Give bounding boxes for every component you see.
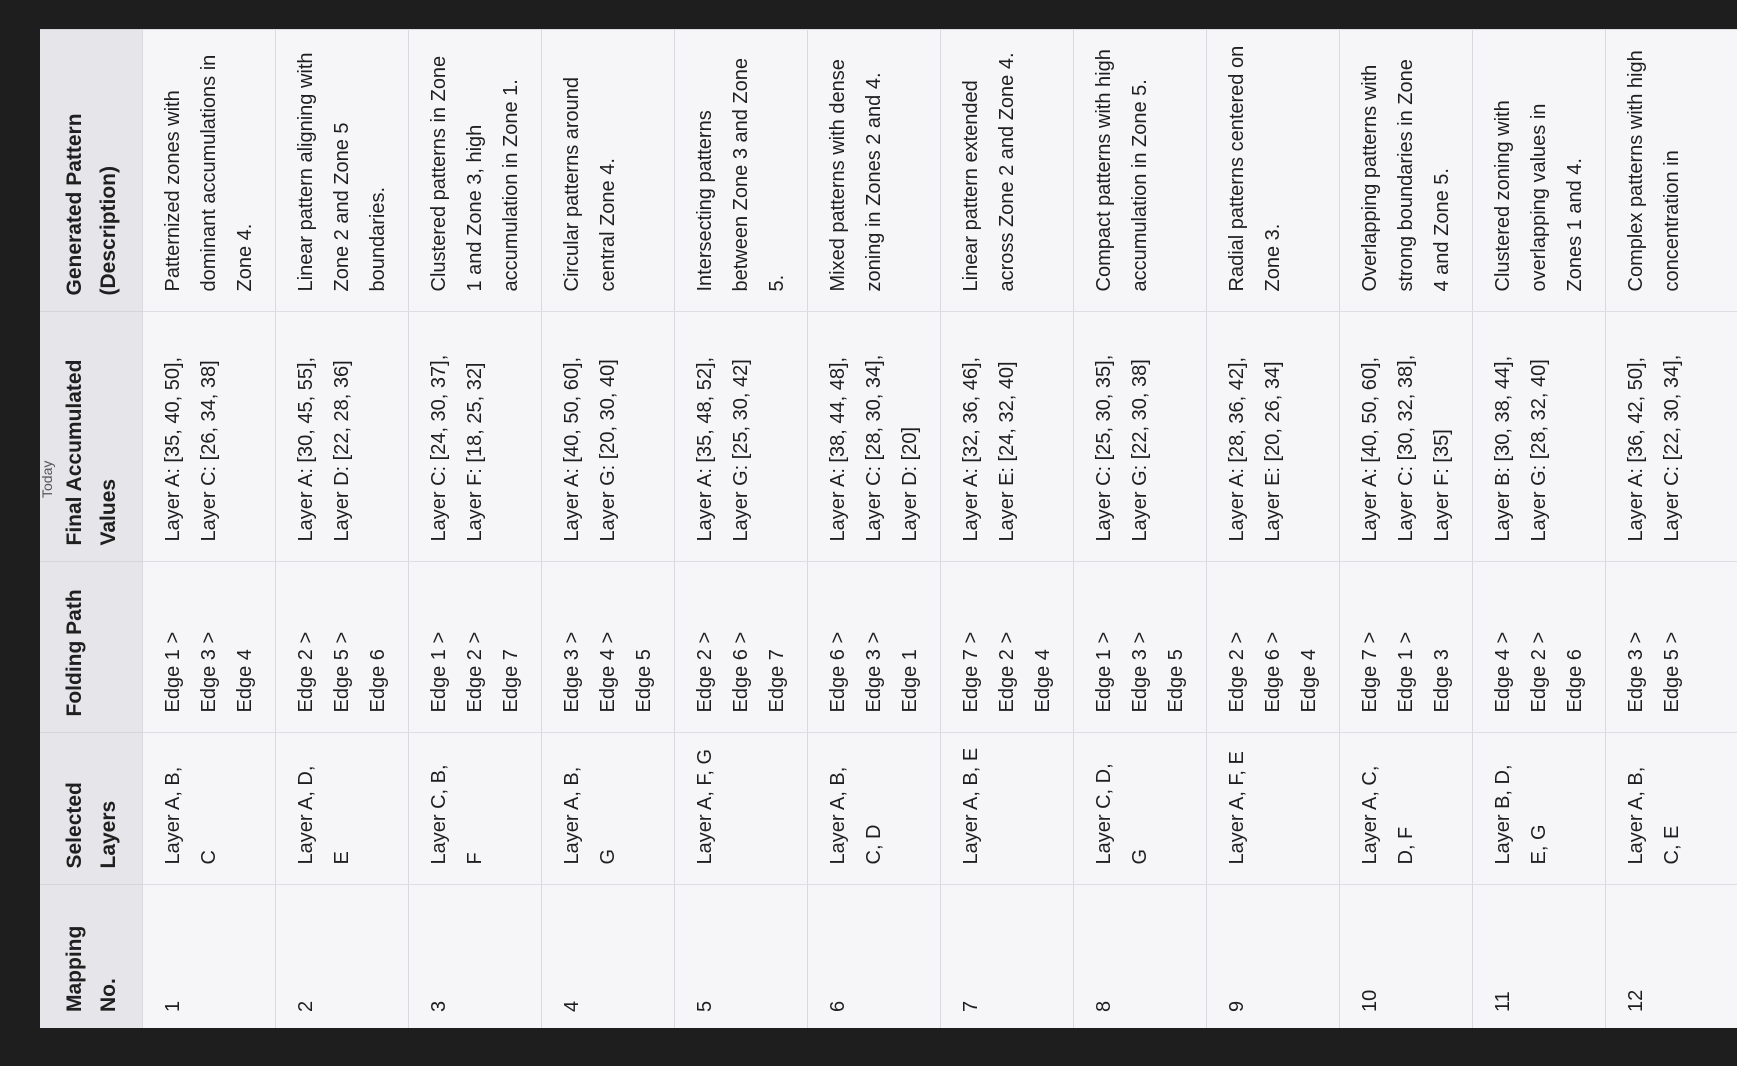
accumulated-value-line: Layer C: [25, 30, 35], bbox=[1093, 354, 1115, 542]
cell-final-values bbox=[1473, 312, 1606, 562]
cell-mapping-no: 8 bbox=[1074, 885, 1207, 1028]
cell-mapping-no: 5 bbox=[675, 885, 808, 1028]
table-row bbox=[276, 30, 409, 1028]
folding-path-step: Edge 4 > bbox=[597, 631, 619, 713]
cell-folding-path bbox=[1606, 562, 1737, 733]
cell-final-values bbox=[143, 312, 276, 562]
folding-path-step: Edge 1 bbox=[899, 649, 921, 713]
cell-mapping-no: 7 bbox=[941, 885, 1074, 1028]
cell-folding-path bbox=[542, 562, 675, 733]
folding-path-step: Edge 6 > bbox=[1262, 631, 1284, 713]
accumulated-value-line: Layer F: [18, 25, 32] bbox=[464, 362, 486, 542]
accumulated-value-line: Layer D: [22, 28, 36] bbox=[331, 360, 353, 542]
folding-path-step: Edge 6 bbox=[367, 649, 389, 713]
cell-mapping-no: 9 bbox=[1207, 885, 1340, 1028]
cell-folding-path bbox=[276, 562, 409, 733]
cell-final-values bbox=[1340, 312, 1473, 562]
cell-folding-path bbox=[143, 562, 276, 733]
cell-generated-pattern: Linear pattern extended across Zone 2 and Zone 4. bbox=[941, 30, 1074, 312]
cell-folding-path bbox=[941, 562, 1074, 733]
accumulated-value-line: Layer C: [22, 30, 34], bbox=[1661, 354, 1683, 542]
folding-path-step: Edge 3 > bbox=[1129, 631, 1151, 713]
cell-selected-layers: Layer A, D, E bbox=[276, 733, 409, 885]
cell-mapping-no: 11 bbox=[1473, 885, 1606, 1028]
accumulated-value-line: Layer C: [26, 34, 38] bbox=[198, 360, 220, 542]
table-row bbox=[1340, 30, 1473, 1028]
folding-path-step: Edge 2 > bbox=[464, 631, 486, 713]
cell-final-values bbox=[276, 312, 409, 562]
cell-folding-path bbox=[1074, 562, 1207, 733]
folding-path-step: Edge 3 > bbox=[561, 631, 583, 713]
cell-mapping-no: 2 bbox=[276, 885, 409, 1028]
cell-generated-pattern: Compact patterns with high accumulation in Zone 5. bbox=[1074, 30, 1207, 312]
rotated-table-view bbox=[40, 30, 1683, 1028]
cell-mapping-no: 10 bbox=[1340, 885, 1473, 1028]
folding-path-step: Edge 2 > bbox=[1226, 631, 1248, 713]
cell-generated-pattern: Circular patterns around central Zone 4. bbox=[542, 30, 675, 312]
accumulated-value-line: Layer B: [30, 38, 44], bbox=[1492, 355, 1514, 542]
table-row bbox=[1473, 30, 1606, 1028]
accumulated-value-line: Layer E: [24, 32, 40] bbox=[996, 361, 1018, 542]
accumulated-value-line: Layer D: [20] bbox=[899, 426, 921, 542]
cell-final-values bbox=[542, 312, 675, 562]
cell-generated-pattern: Intersecting patterns between Zone 3 and Zone 5. bbox=[675, 30, 808, 312]
folding-path-step: Edge 2 > bbox=[694, 631, 716, 713]
folding-path-step: Edge 6 > bbox=[827, 631, 849, 713]
mapping-table bbox=[40, 30, 1737, 1029]
folding-path-step: Edge 5 > bbox=[331, 631, 353, 713]
cell-generated-pattern: Overlapping patterns with strong boundaries in Zone 4 and Zone 5. bbox=[1340, 30, 1473, 312]
folding-path-step: Edge 7 > bbox=[960, 631, 982, 713]
table-row bbox=[808, 30, 941, 1028]
cell-folding-path bbox=[808, 562, 941, 733]
accumulated-value-line: Layer G: [22, 30, 38] bbox=[1129, 359, 1151, 542]
cell-final-values bbox=[1207, 312, 1340, 562]
folding-path-step: Edge 3 > bbox=[1625, 631, 1647, 713]
folding-path-step: Edge 1 > bbox=[1395, 631, 1417, 713]
cell-final-values bbox=[675, 312, 808, 562]
cell-final-values bbox=[1074, 312, 1207, 562]
cell-selected-layers: Layer A, B, C bbox=[143, 733, 276, 885]
accumulated-value-line: Layer F: [35] bbox=[1431, 429, 1453, 542]
cell-generated-pattern: Radial patterns centered on Zone 3. bbox=[1207, 30, 1340, 312]
folding-path-step: Edge 1 > bbox=[162, 631, 184, 713]
accumulated-value-line: Layer A: [36, 42, 50], bbox=[1625, 356, 1647, 542]
cell-generated-pattern: Clustered patterns in Zone 1 and Zone 3, high accumulation in Zone 1. bbox=[409, 30, 542, 312]
table-row bbox=[675, 30, 808, 1028]
cell-folding-path bbox=[1340, 562, 1473, 733]
cell-selected-layers: Layer C, B, F bbox=[409, 733, 542, 885]
table-row bbox=[143, 30, 276, 1028]
cell-selected-layers: Layer B, D, E, G bbox=[1473, 733, 1606, 885]
header-mapping-no: Mapping No. bbox=[40, 885, 143, 1028]
folding-path-step: Edge 3 > bbox=[863, 631, 885, 713]
table-row bbox=[1074, 30, 1207, 1028]
header-selected-layers: Selected Layers bbox=[40, 733, 143, 885]
accumulated-value-line: Layer G: [25, 30, 42] bbox=[730, 359, 752, 542]
cell-selected-layers: Layer A, B, E bbox=[941, 733, 1074, 885]
table-row bbox=[1207, 30, 1340, 1028]
cell-generated-pattern: Complex patterns with high concentration in bbox=[1606, 30, 1737, 312]
cell-generated-pattern: Mixed patterns with dense zoning in Zones 2 and 4. bbox=[808, 30, 941, 312]
accumulated-value-line: Layer A: [30, 45, 55], bbox=[295, 356, 317, 542]
folding-path-step: Edge 4 bbox=[1032, 649, 1054, 713]
cell-selected-layers: Layer A, C, D, F bbox=[1340, 733, 1473, 885]
accumulated-value-line: Layer A: [40, 50, 60], bbox=[1359, 356, 1381, 542]
cell-mapping-no: 6 bbox=[808, 885, 941, 1028]
folding-path-step: Edge 5 bbox=[633, 649, 655, 713]
cell-mapping-no: 4 bbox=[542, 885, 675, 1028]
accumulated-value-line: Layer A: [32, 36, 46], bbox=[960, 356, 982, 542]
cell-generated-pattern: Linear pattern aligning with Zone 2 and Zone 5 boundaries. bbox=[276, 30, 409, 312]
folding-path-step: Edge 4 bbox=[1298, 649, 1320, 713]
cell-mapping-no: 1 bbox=[143, 885, 276, 1028]
cell-mapping-no: 3 bbox=[409, 885, 542, 1028]
folding-path-step: Edge 1 > bbox=[1093, 631, 1115, 713]
table-row bbox=[1606, 30, 1737, 1028]
cell-selected-layers: Layer A, F, G bbox=[675, 733, 808, 885]
cell-selected-layers: Layer A, B, C, D bbox=[808, 733, 941, 885]
folding-path-step: Edge 2 > bbox=[996, 631, 1018, 713]
accumulated-value-line: Layer C: [28, 30, 34], bbox=[863, 354, 885, 542]
cell-selected-layers: Layer A, F, E bbox=[1207, 733, 1340, 885]
folding-path-step: Edge 5 bbox=[1165, 649, 1187, 713]
cell-folding-path bbox=[675, 562, 808, 733]
cell-selected-layers: Layer A, B, G bbox=[542, 733, 675, 885]
cell-mapping-no: 12 bbox=[1606, 885, 1737, 1028]
folding-path-step: Edge 7 bbox=[766, 649, 788, 713]
accumulated-value-line: Layer C: [24, 30, 37], bbox=[428, 354, 450, 542]
table-row bbox=[409, 30, 542, 1028]
tooltip-today: Today bbox=[39, 460, 55, 498]
cell-selected-layers: Layer A, B, C, E bbox=[1606, 733, 1737, 885]
accumulated-value-line: Layer A: [40, 50, 60], bbox=[561, 356, 583, 542]
folding-path-step: Edge 3 > bbox=[198, 631, 220, 713]
accumulated-value-line: Layer A: [35, 40, 50], bbox=[162, 356, 184, 542]
accumulated-value-line: Layer E: [20, 26, 34] bbox=[1262, 361, 1284, 542]
cell-generated-pattern: Patternized zones with dominant accumulations in Zone 4. bbox=[143, 30, 276, 312]
cell-selected-layers: Layer C, D, G bbox=[1074, 733, 1207, 885]
accumulated-value-line: Layer A: [35, 48, 52], bbox=[694, 356, 716, 542]
accumulated-value-line: Layer A: [28, 36, 42], bbox=[1226, 356, 1248, 542]
header-final-values: Final Accumulated Values bbox=[40, 312, 143, 562]
folding-path-step: Edge 4 bbox=[234, 649, 256, 713]
folding-path-step: Edge 6 bbox=[1564, 649, 1586, 713]
folding-path-step: Edge 5 > bbox=[1661, 631, 1683, 713]
accumulated-value-line: Layer G: [28, 32, 40] bbox=[1528, 359, 1550, 542]
table-header-row bbox=[40, 30, 143, 1028]
folding-path-step: Edge 6 > bbox=[730, 631, 752, 713]
cell-folding-path bbox=[1473, 562, 1606, 733]
cell-final-values bbox=[941, 312, 1074, 562]
header-generated-pattern: Generated Pattern (Description) bbox=[40, 30, 143, 312]
cell-final-values bbox=[409, 312, 542, 562]
cell-final-values bbox=[1606, 312, 1737, 562]
header-folding-path: Folding Path bbox=[40, 562, 143, 733]
cell-generated-pattern: Clustered zoning with overlapping values in Zones 1 and 4. bbox=[1473, 30, 1606, 312]
accumulated-value-line: Layer A: [38, 44, 48], bbox=[827, 356, 849, 542]
folding-path-step: Edge 7 bbox=[500, 649, 522, 713]
folding-path-step: Edge 4 > bbox=[1492, 631, 1514, 713]
accumulated-value-line: Layer G: [20, 30, 40] bbox=[597, 359, 619, 542]
table-row bbox=[941, 30, 1074, 1028]
folding-path-step: Edge 3 bbox=[1431, 649, 1453, 713]
folding-path-step: Edge 1 > bbox=[428, 631, 450, 713]
folding-path-step: Edge 2 > bbox=[295, 631, 317, 713]
table-row bbox=[542, 30, 675, 1028]
cell-final-values bbox=[808, 312, 941, 562]
accumulated-value-line: Layer C: [30, 32, 38], bbox=[1395, 354, 1417, 542]
cell-folding-path bbox=[1207, 562, 1340, 733]
cell-folding-path bbox=[409, 562, 542, 733]
folding-path-step: Edge 7 > bbox=[1359, 631, 1381, 713]
folding-path-step: Edge 2 > bbox=[1528, 631, 1550, 713]
